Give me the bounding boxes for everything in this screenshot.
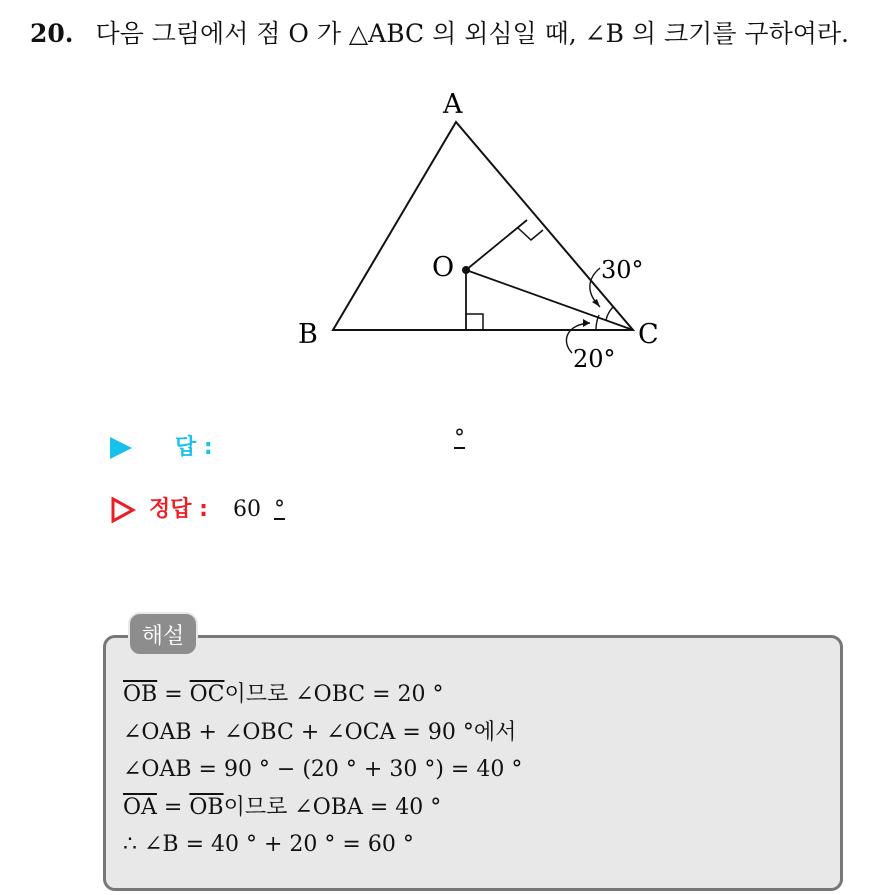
outline-triangle-icon [110,497,136,523]
equals: = [157,682,190,707]
arrow-head-20 [583,319,590,327]
explanation-lines [123,676,522,864]
angle-arc-oca [606,307,613,320]
equals: = [156,794,190,820]
right-angle-mark-ac [518,228,543,240]
triangle-abc [333,122,633,330]
line-4-rest: 이므로 ∠OBA = 40 ° [223,794,442,820]
explanation-line-2: ∠OAB + ∠OBC + ∠OCA = 90 °에서 [123,719,517,745]
point-o [462,266,470,274]
triangle-diagram [285,85,685,385]
explanation-line-3: ∠OAB = 90 ° − (20 ° + 30 °) = 40 ° [123,757,523,782]
segment-o-perp-ac [466,220,527,270]
segment-ob: $\overline{OB}$ [189,794,224,820]
label-c: C [638,319,659,350]
segment-oc: $\overline{OC}$ [189,682,225,707]
explanation-tab: 해설 [128,612,198,656]
correct-unit: ° [273,497,285,522]
triangle-figure [285,85,685,385]
explanation-line-4 [123,789,522,827]
angle-label-20: 20° [573,345,616,373]
answer-row [110,426,465,461]
line-1-rest: 이므로 ∠OBC = 20 ° [224,682,444,707]
explanation-line-5: ∴ ∠B = 40 ° + 20 ° = 60 ° [123,832,414,857]
correct-value: 60 [232,497,261,522]
question-text: 다음 그림에서 점 O 가 △ABC 의 외심일 때, ∠B 의 크기를 구하여라. [95,19,849,48]
answer-label: 답 : [175,435,213,460]
right-angle-mark-bc [466,314,483,330]
segment-oa: $\overline{OA}$ [123,794,157,820]
label-o: O [432,252,455,283]
label-a: A [443,89,463,120]
correct-answer-row [110,492,285,523]
correct-label: 정답 : [149,497,208,522]
explanation-line-1 [123,676,522,714]
label-b: B [298,319,318,350]
question-header [30,14,849,50]
answer-unit[interactable]: ° [454,426,465,451]
play-triangle-icon [110,437,132,459]
question-number: 20. [30,19,74,48]
arrow-head-30 [592,299,600,307]
angle-label-30: 30° [601,256,644,284]
segment-ob: $\overline{OB}$ [123,682,158,707]
